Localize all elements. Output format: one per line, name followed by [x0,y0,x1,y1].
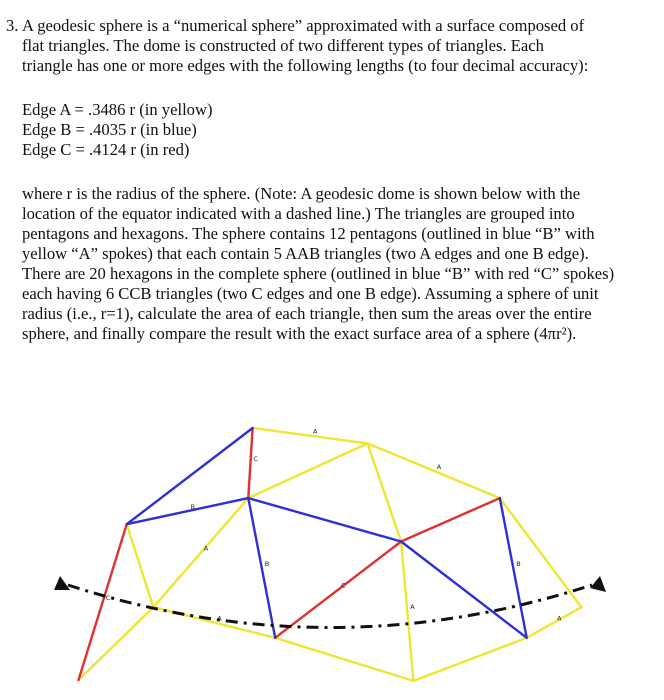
dome-edges [79,428,582,681]
edge-a [153,607,275,638]
edge-label-c: C [253,455,258,464]
intro-line: triangle has one or more edges with the following lengths (to four decimal accuracy): [22,56,589,75]
body-line: yellow “A” spokes) that each contain 5 AAB triangles (two A edges and one B edge). [22,244,589,263]
edge-label-a: A [436,462,442,471]
edge-label-a: A [557,614,562,623]
edge-label-b: B [190,503,195,512]
edge-label-a: A [203,544,209,553]
edge-label-c: C [341,581,346,590]
edge-a-definition: Edge A = .3486 r (in yellow) [22,100,213,119]
edge-b [248,498,275,638]
body-line: There are 20 hexagons in the complete sphere (outlined in blue “B” with red “C” spokes) [22,264,615,283]
problem-number: 3. [6,16,19,35]
intro-line: flat triangles. The dome is constructed of two different types of triangles. Each [22,36,544,55]
edge-a [248,443,367,498]
body-line: where r is the radius of the sphere. (Note: A geodesic dome is shown below with the [22,184,581,203]
edge-label-b: B [264,559,270,568]
body-line: each having 6 CCB triangles (two C edges and one B edge). Assuming a sphere of unit [22,284,599,303]
edge-a [500,498,582,607]
edge-c [248,428,252,498]
equator-arrow-right [590,576,606,592]
edge-b-definition: Edge B = .4035 r (in blue) [22,120,197,139]
body-line: location of the equator indicated with a dashed line.) The triangles are grouped into [22,204,575,223]
intro-line: A geodesic sphere is a “numerical sphere” approximated with a surface composed of [22,16,585,35]
edge-label-a: A [217,614,222,623]
edge-a [413,638,526,681]
edge-label-c: C [105,594,111,603]
edge-a [275,638,413,681]
body-line: pentagons and hexagons. The sphere contains 12 pentagons (outlined in blue “B” with [22,224,595,243]
edge-c [401,498,500,541]
edge-c-definition: Edge C = .4124 r (in red) [22,140,190,159]
edge-a [527,607,582,638]
edge-label-a: A [410,603,415,612]
edge-a [127,524,154,607]
edge-a [253,428,368,443]
edge-b [500,498,527,638]
edge-b [248,498,401,541]
equator-dashed-line [68,585,592,628]
geodesic-dome-figure [40,380,620,690]
edge-a [368,443,402,541]
body-line: sphere, and finally compare the result with the exact surface area of a sphere (4πr²). [22,324,577,343]
body-line: radius (i.e., r=1), calculate the area of each triangle, then sum the areas over the entire [22,304,592,323]
edge-label-b: B [516,559,521,568]
edge-a [368,443,500,498]
equator-arrow-left [54,576,70,590]
edge-c [275,542,401,638]
edge-label-a: A [313,427,318,436]
